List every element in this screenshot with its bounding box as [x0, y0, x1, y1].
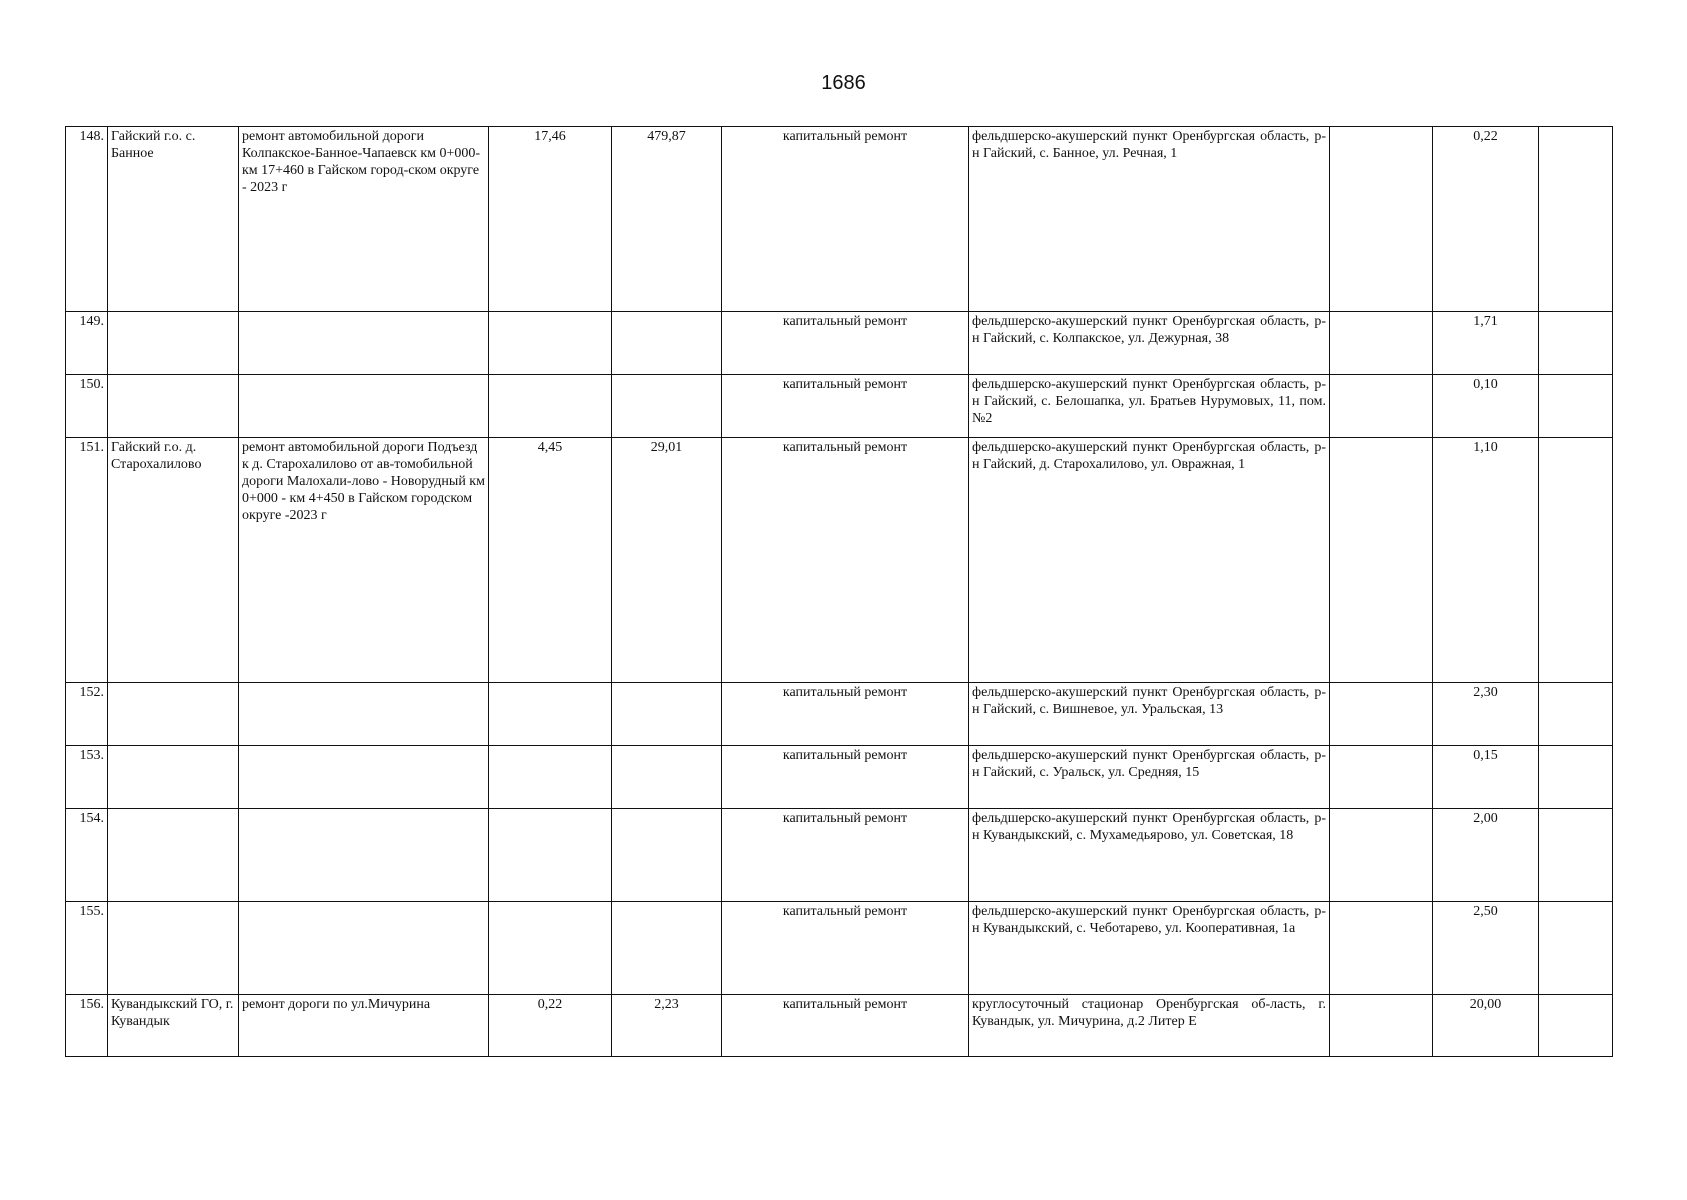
row-number-cell: 154. — [66, 809, 108, 902]
row-number-cell: 149. — [66, 312, 108, 375]
extra-cell — [1330, 995, 1433, 1057]
row-number-cell: 155. — [66, 902, 108, 995]
municipality-cell — [108, 375, 239, 438]
cost-cell: 29,01 — [612, 438, 722, 683]
last-cell — [1539, 683, 1613, 746]
length-km-cell: 4,45 — [489, 438, 612, 683]
work-type-cell: капитальный ремонт — [722, 683, 969, 746]
row-number-cell: 148. — [66, 127, 108, 312]
distance-cell: 2,00 — [1433, 809, 1539, 902]
road-description-cell — [239, 746, 489, 809]
cost-cell: 479,87 — [612, 127, 722, 312]
extra-cell — [1330, 438, 1433, 683]
length-km-cell — [489, 683, 612, 746]
distance-cell: 20,00 — [1433, 995, 1539, 1057]
table-row — [66, 375, 1613, 438]
work-type-cell: капитальный ремонт — [722, 995, 969, 1057]
municipality-cell — [108, 312, 239, 375]
length-km-cell: 17,46 — [489, 127, 612, 312]
last-cell — [1539, 809, 1613, 902]
work-type-cell: капитальный ремонт — [722, 902, 969, 995]
distance-cell: 1,10 — [1433, 438, 1539, 683]
municipality-cell: Кувандыкский ГО, г. Кувандык — [108, 995, 239, 1057]
municipality-cell — [108, 746, 239, 809]
table-row — [66, 809, 1613, 902]
social-object-cell: фельдшерско-акушерский пункт Оренбургская область, р-н Гайский, с. Банное, ул. Речная, 1 — [969, 127, 1330, 312]
distance-cell: 0,10 — [1433, 375, 1539, 438]
municipality-cell: Гайский г.о. д. Старохалилово — [108, 438, 239, 683]
distance-cell: 1,71 — [1433, 312, 1539, 375]
last-cell — [1539, 902, 1613, 995]
road-description-cell — [239, 809, 489, 902]
road-description-cell — [239, 312, 489, 375]
extra-cell — [1330, 809, 1433, 902]
row-number-cell: 150. — [66, 375, 108, 438]
extra-cell — [1330, 312, 1433, 375]
table-row — [66, 902, 1613, 995]
social-object-cell: фельдшерско-акушерский пункт Оренбургская область, р-н Гайский, с. Белошапка, ул. Братьев Нурумовых, 11, пом.№2 — [969, 375, 1330, 438]
distance-cell: 0,22 — [1433, 127, 1539, 312]
road-description-cell: ремонт автомобильной дороги Подъезд к д. Старохалилово от ав-томобильной дороги Малохали-лово - Новорудный км 0+000 - км 4+450 в Гайском городском округе -2023 г — [239, 438, 489, 683]
length-km-cell — [489, 375, 612, 438]
page-number: 1686 — [821, 72, 866, 94]
extra-cell — [1330, 375, 1433, 438]
last-cell — [1539, 127, 1613, 312]
social-object-cell: круглосуточный стационар Оренбургская об-ласть, г. Кувандык, ул. Мичурина, д.2 Литер Е — [969, 995, 1330, 1057]
road-description-cell — [239, 902, 489, 995]
road-description-cell — [239, 683, 489, 746]
work-type-cell: капитальный ремонт — [722, 809, 969, 902]
table-row — [66, 312, 1613, 375]
length-km-cell: 0,22 — [489, 995, 612, 1057]
extra-cell — [1330, 683, 1433, 746]
municipality-cell — [108, 683, 239, 746]
work-type-cell: капитальный ремонт — [722, 746, 969, 809]
extra-cell — [1330, 127, 1433, 312]
social-object-cell: фельдшерско-акушерский пункт Оренбургская область, р-н Гайский, с. Уральск, ул. Средняя, 15 — [969, 746, 1330, 809]
table-row — [66, 683, 1613, 746]
social-object-cell: фельдшерско-акушерский пункт Оренбургская область, р-н Кувандыкский, с. Чеботарево, ул. Кооперативная, 1а — [969, 902, 1330, 995]
cost-cell — [612, 746, 722, 809]
municipality-cell: Гайский г.о. с. Банное — [108, 127, 239, 312]
objects-table — [65, 126, 1613, 1057]
cost-cell — [612, 683, 722, 746]
last-cell — [1539, 312, 1613, 375]
cost-cell: 2,23 — [612, 995, 722, 1057]
row-number-cell: 152. — [66, 683, 108, 746]
extra-cell — [1330, 746, 1433, 809]
length-km-cell — [489, 809, 612, 902]
road-description-cell — [239, 375, 489, 438]
social-object-cell: фельдшерско-акушерский пункт Оренбургская область, р-н Гайский, с. Вишневое, ул. Уральская, 13 — [969, 683, 1330, 746]
road-description-cell: ремонт дороги по ул.Мичурина — [239, 995, 489, 1057]
distance-cell: 2,50 — [1433, 902, 1539, 995]
work-type-cell: капитальный ремонт — [722, 312, 969, 375]
extra-cell — [1330, 902, 1433, 995]
length-km-cell — [489, 746, 612, 809]
length-km-cell — [489, 312, 612, 375]
municipality-cell — [108, 809, 239, 902]
cost-cell — [612, 312, 722, 375]
last-cell — [1539, 746, 1613, 809]
cost-cell — [612, 902, 722, 995]
social-object-cell: фельдшерско-акушерский пункт Оренбургская область, р-н Кувандыкский, с. Мухамедьярово, ул. Советская, 18 — [969, 809, 1330, 902]
last-cell — [1539, 375, 1613, 438]
work-type-cell: капитальный ремонт — [722, 127, 969, 312]
row-number-cell: 153. — [66, 746, 108, 809]
row-number-cell: 156. — [66, 995, 108, 1057]
length-km-cell — [489, 902, 612, 995]
cost-cell — [612, 809, 722, 902]
table-row — [66, 995, 1613, 1057]
distance-cell: 2,30 — [1433, 683, 1539, 746]
table-row — [66, 746, 1613, 809]
table-row — [66, 127, 1613, 312]
social-object-cell: фельдшерско-акушерский пункт Оренбургская область, р-н Гайский, д. Старохалилово, ул. Овражная, 1 — [969, 438, 1330, 683]
municipality-cell — [108, 902, 239, 995]
row-number-cell: 151. — [66, 438, 108, 683]
distance-cell: 0,15 — [1433, 746, 1539, 809]
road-description-cell: ремонт автомобильной дороги Колпакское-Банное-Чапаевск км 0+000- км 17+460 в Гайском город-ском округе - 2023 г — [239, 127, 489, 312]
last-cell — [1539, 995, 1613, 1057]
work-type-cell: капитальный ремонт — [722, 375, 969, 438]
cost-cell — [612, 375, 722, 438]
table-row — [66, 438, 1613, 683]
last-cell — [1539, 438, 1613, 683]
social-object-cell: фельдшерско-акушерский пункт Оренбургская область, р-н Гайский, с. Колпакское, ул. Дежурная, 38 — [969, 312, 1330, 375]
work-type-cell: капитальный ремонт — [722, 438, 969, 683]
